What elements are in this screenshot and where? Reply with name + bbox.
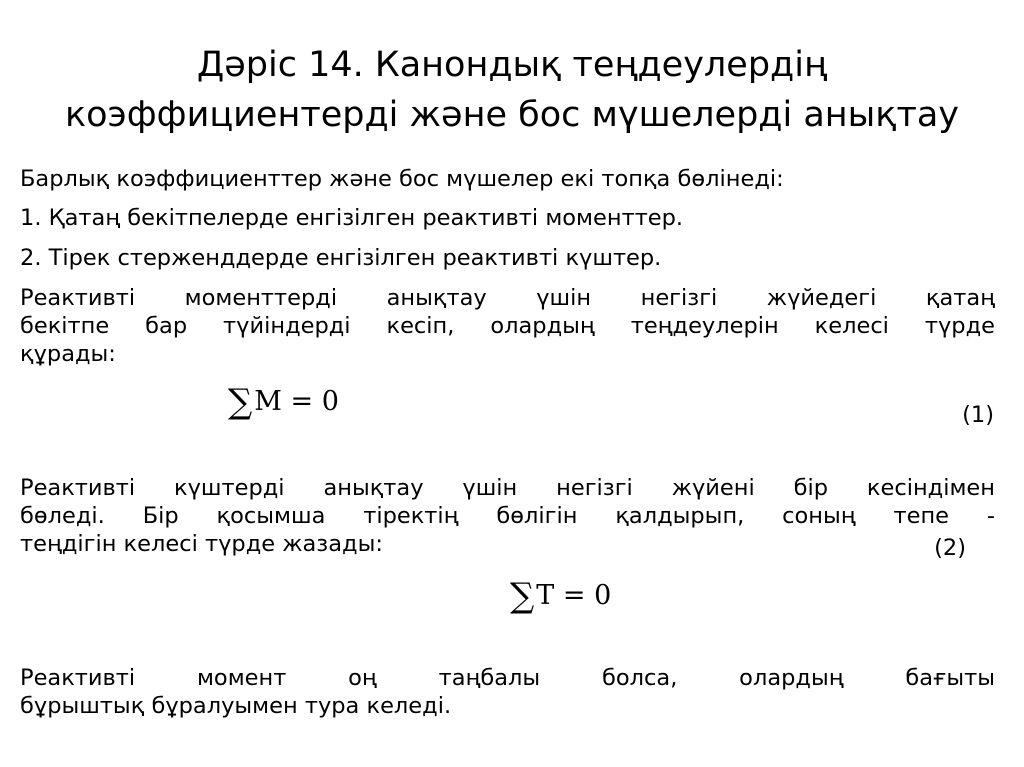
formula-sum-moments bbox=[228, 382, 339, 422]
moments-line-3: құрады: bbox=[20, 341, 116, 367]
equation-number-2: (2) bbox=[934, 535, 966, 561]
moments-line-2: бекітпе бар түйіндерді кесіп, олардың теңдеулерін келесі түрде bbox=[20, 313, 995, 339]
formula-2-body: T = 0 bbox=[536, 580, 612, 611]
forces-paragraph bbox=[20, 474, 995, 558]
sign-line-1: Реактивті момент оң таңбалы болса, олардың бағыты bbox=[20, 665, 995, 691]
sign-line-2: бұрыштық бұралуымен тура келеді. bbox=[20, 693, 452, 719]
equation-number-1: (1) bbox=[962, 402, 994, 428]
forces-line-3: теңдігін келесі түрде жазады: bbox=[20, 531, 383, 557]
intro-paragraph: Барлық коэффициенттер және бос мүшелер екі топқа бөлінеді: bbox=[20, 166, 784, 192]
sigma-symbol: ∑ bbox=[510, 576, 535, 616]
formula-1-body: M = 0 bbox=[254, 386, 339, 417]
title-line-1: Дәріс 14. Канондық теңдеулердің bbox=[196, 45, 828, 85]
forces-line-2: бөледі. Бір қосымша тіректің бөлігін қалдырып, соның тепе - bbox=[20, 503, 995, 529]
list-item-1: 1. Қатаң бекітпелерде енгізілген реактивті моменттер. bbox=[20, 205, 684, 231]
sigma-symbol: ∑ bbox=[228, 382, 253, 422]
list-item-2: 2. Тірек стерженддерде енгізілген реактивті күштер. bbox=[20, 245, 662, 271]
sign-paragraph bbox=[20, 664, 995, 720]
forces-line-1: Реактивті күштерді анықтау үшін негізгі жүйені бір кесіндімен bbox=[20, 475, 995, 501]
moments-line-1: Реактивті моменттерді анықтау үшін негізгі жүйедегі қатаң bbox=[20, 285, 995, 311]
slide-title bbox=[0, 40, 1024, 140]
moments-paragraph bbox=[20, 284, 995, 368]
title-line-2: коэффициентерді және бос мүшелерді анықтау bbox=[64, 95, 959, 135]
formula-sum-forces bbox=[510, 576, 612, 616]
